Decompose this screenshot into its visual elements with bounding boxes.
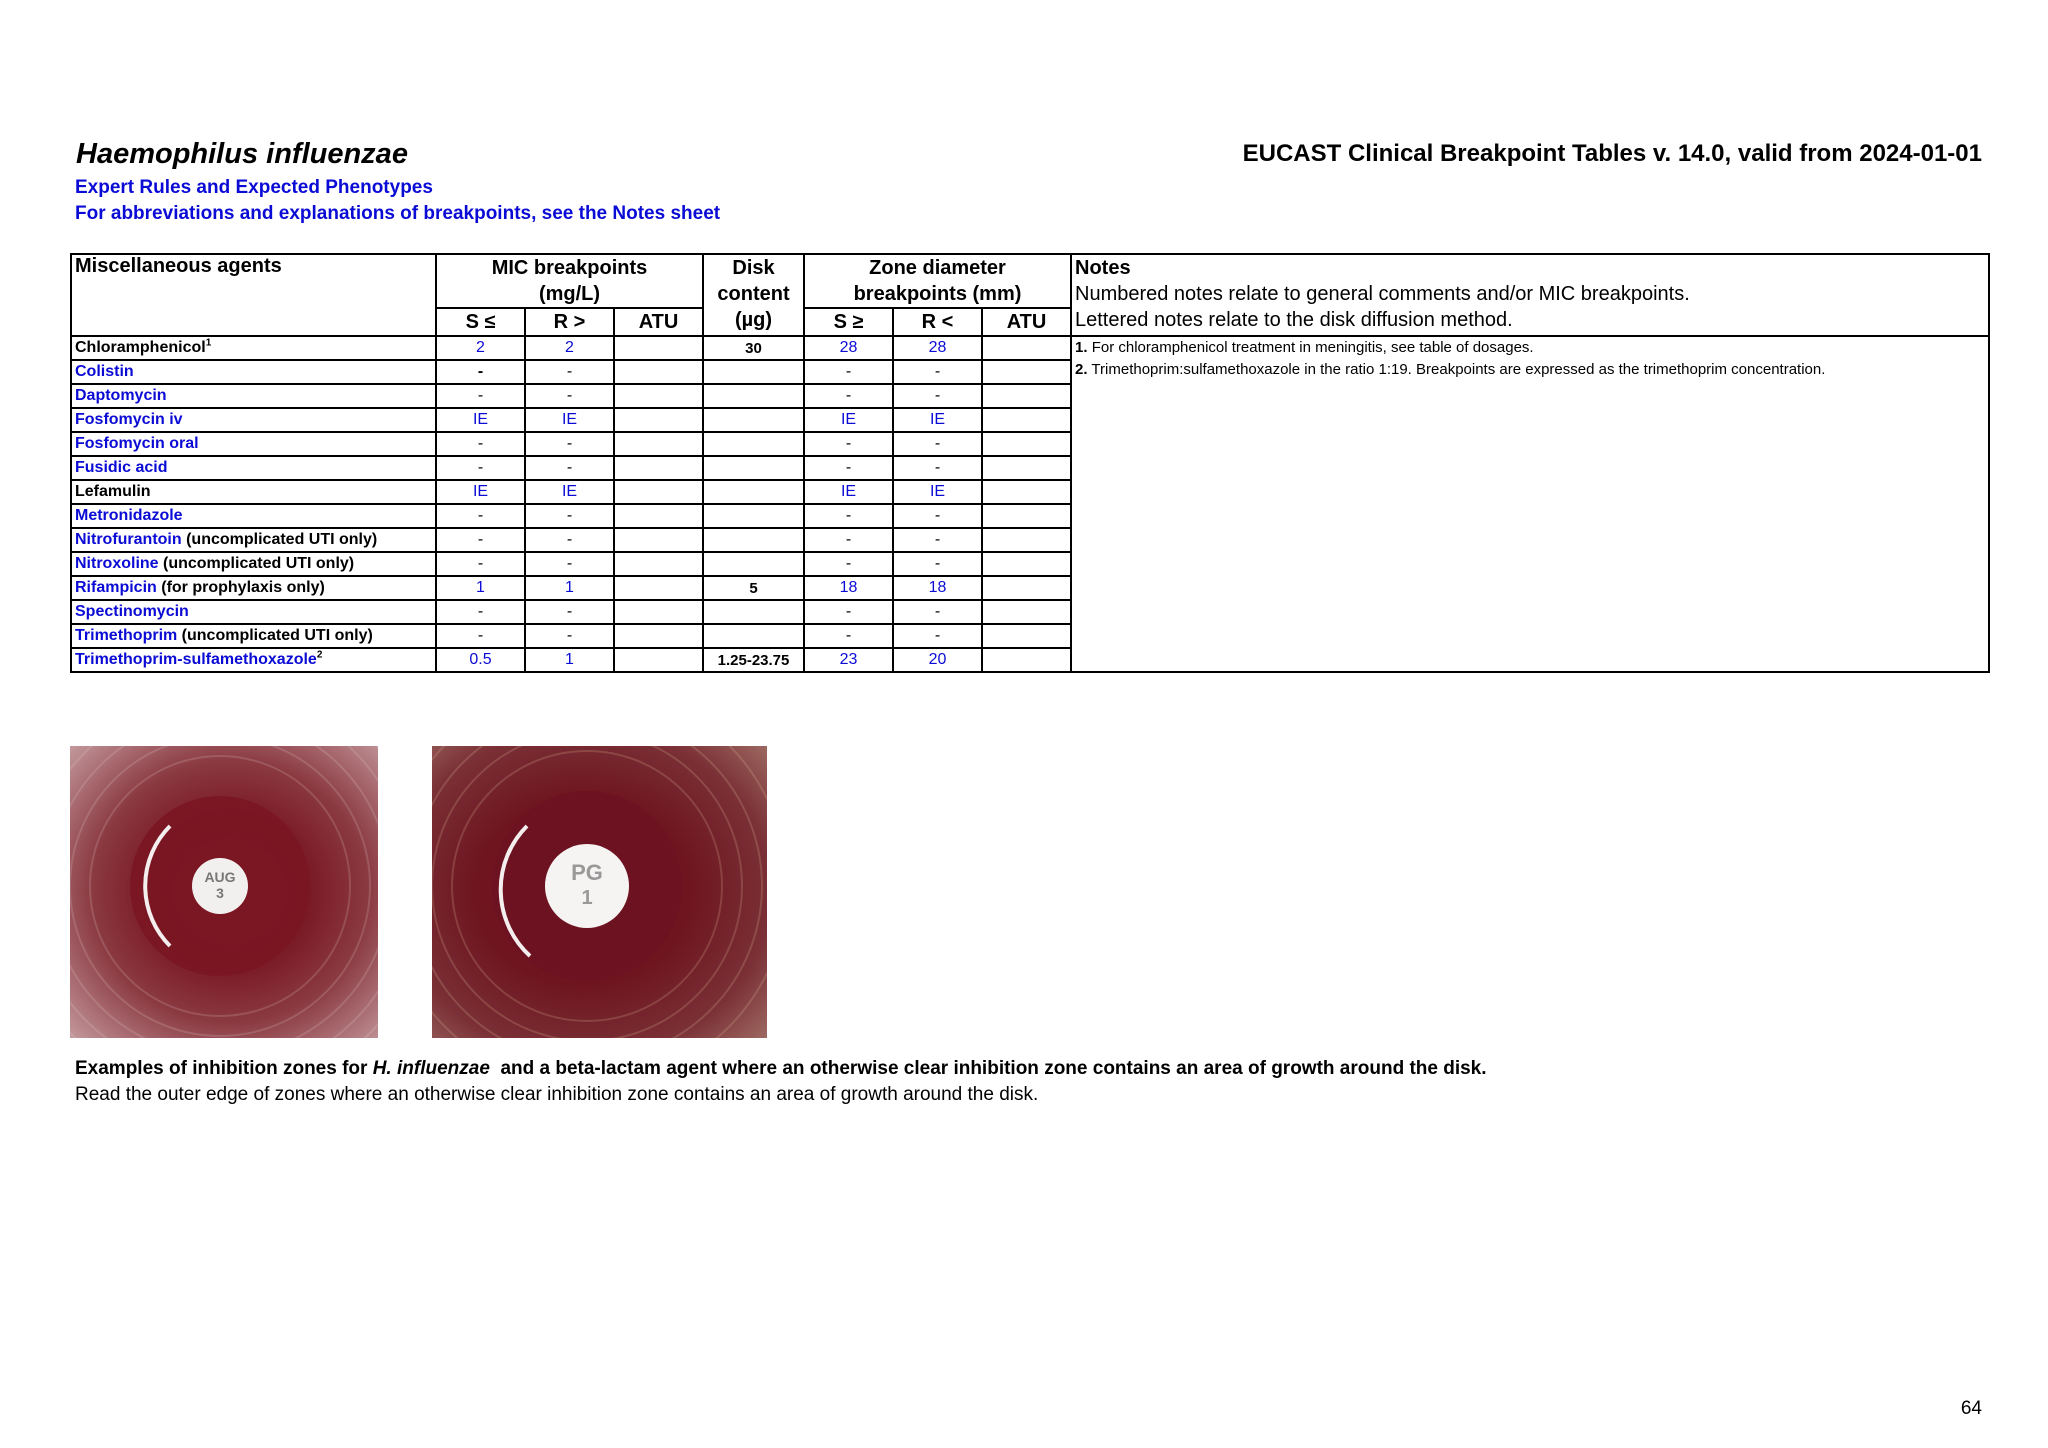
- notes-sheet-link[interactable]: For abbreviations and explanations of breakpoints, see the Notes sheet: [75, 203, 721, 224]
- header-disk: [703, 254, 804, 336]
- subheader-zone-s: S ≥: [804, 308, 893, 336]
- mic-r-cell: -: [525, 360, 614, 384]
- agent-qualifier: (uncomplicated UTI only): [177, 627, 373, 644]
- header-mic-line2: (mg/L): [538, 283, 601, 305]
- caption-pre: Examples of inhibition zones for: [75, 1058, 373, 1079]
- agent-cell: [71, 480, 436, 504]
- mic-r-cell: -: [525, 456, 614, 480]
- agent-cell: [71, 552, 436, 576]
- mic-atu-cell: [614, 528, 703, 552]
- zone-r-cell: 20: [893, 648, 982, 672]
- zone-atu-cell: [982, 504, 1071, 528]
- agent-name: Chloramphenicol: [75, 339, 206, 356]
- zone-s-cell: -: [804, 552, 893, 576]
- caption-instruction: Read the outer edge of zones where an otherwise clear inhibition zone contains an area of growth around the disk.: [75, 1084, 1039, 1105]
- disk-content-cell: [703, 624, 804, 648]
- zone-r-cell: 18: [893, 576, 982, 600]
- header-mic-line1: MIC breakpoints: [491, 257, 648, 279]
- agent-name[interactable]: Fusidic acid: [75, 459, 168, 476]
- disk-content-cell: 1.25-23.75: [703, 648, 804, 672]
- page-title: Haemophilus influenzae: [76, 138, 408, 170]
- zone-atu-cell: [982, 648, 1071, 672]
- mic-s-cell: -: [436, 528, 525, 552]
- disk-content-cell: [703, 552, 804, 576]
- zone-atu-cell: [982, 432, 1071, 456]
- note-1-text: For chloramphenicol treatment in meningitis, see table of dosages.: [1091, 339, 1534, 356]
- mic-r-cell: 1: [525, 648, 614, 672]
- caption-organism: H. influenzae: [372, 1058, 490, 1079]
- zone-s-cell: 23: [804, 648, 893, 672]
- disk-content-cell: [703, 432, 804, 456]
- agent-name[interactable]: Rifampicin: [75, 579, 157, 596]
- agent-cell: [71, 360, 436, 384]
- mic-atu-cell: [614, 360, 703, 384]
- zone-r-cell: -: [893, 528, 982, 552]
- agent-qualifier: (for prophylaxis only): [156, 579, 325, 596]
- zone-s-cell: -: [804, 384, 893, 408]
- agent-cell: [71, 504, 436, 528]
- note-1: [1075, 337, 1985, 359]
- mic-r-cell: IE: [525, 480, 614, 504]
- subheader-zone-r: R <: [893, 308, 982, 336]
- disk-content-cell: 30: [703, 336, 804, 360]
- mic-s-cell: -: [436, 384, 525, 408]
- mic-atu-cell: [614, 336, 703, 360]
- mic-r-cell: -: [525, 528, 614, 552]
- mic-s-cell: IE: [436, 480, 525, 504]
- zone-atu-cell: [982, 552, 1071, 576]
- inhibition-zone-photo-pg: [432, 746, 767, 1038]
- zone-atu-cell: [982, 360, 1071, 384]
- agent-qualifier: (uncomplicated UTI only): [158, 555, 355, 572]
- agent-cell: [71, 624, 436, 648]
- disk-content-cell: [703, 360, 804, 384]
- mic-s-cell: -: [436, 600, 525, 624]
- agent-cell: [71, 648, 436, 672]
- notes-title: Notes: [1075, 257, 1131, 279]
- mic-atu-cell: [614, 648, 703, 672]
- zone-atu-cell: [982, 336, 1071, 360]
- zone-r-cell: -: [893, 600, 982, 624]
- mic-s-cell: -: [436, 360, 525, 384]
- agent-name[interactable]: Daptomycin: [75, 387, 167, 404]
- disk-content-cell: [703, 408, 804, 432]
- zone-atu-cell: [982, 384, 1071, 408]
- breakpoint-table: [70, 253, 1990, 673]
- agent-name: Lefamulin: [75, 483, 151, 500]
- agent-name[interactable]: Fosfomycin oral: [75, 435, 199, 452]
- header-agents: Miscellaneous agents: [71, 254, 436, 336]
- mic-r-cell: IE: [525, 408, 614, 432]
- mic-r-cell: -: [525, 384, 614, 408]
- zone-r-cell: 28: [893, 336, 982, 360]
- notes-line-lettered: Lettered notes relate to the disk diffusion method.: [1075, 309, 1513, 331]
- disk-content-cell: [703, 600, 804, 624]
- mic-r-cell: -: [525, 432, 614, 456]
- mic-atu-cell: [614, 408, 703, 432]
- agent-cell: [71, 600, 436, 624]
- table-row: [71, 336, 1989, 360]
- mic-r-cell: 2: [525, 336, 614, 360]
- mic-r-cell: -: [525, 504, 614, 528]
- mic-s-cell: -: [436, 456, 525, 480]
- mic-atu-cell: [614, 600, 703, 624]
- zone-s-cell: IE: [804, 480, 893, 504]
- zone-r-cell: -: [893, 432, 982, 456]
- agent-name[interactable]: Nitrofurantoin: [75, 531, 182, 548]
- mic-s-cell: -: [436, 504, 525, 528]
- header-mic: [436, 254, 703, 308]
- agent-qualifier: (uncomplicated UTI only): [181, 531, 378, 548]
- header-disk-line3: (µg): [734, 309, 773, 331]
- zone-s-cell: 28: [804, 336, 893, 360]
- note-2: [1075, 359, 1985, 381]
- zone-r-cell: -: [893, 456, 982, 480]
- mic-r-cell: -: [525, 624, 614, 648]
- page-number: 64: [1960, 1398, 1982, 1419]
- mic-s-cell: 1: [436, 576, 525, 600]
- zone-s-cell: -: [804, 528, 893, 552]
- zone-atu-cell: [982, 528, 1071, 552]
- mic-atu-cell: [614, 624, 703, 648]
- zone-r-cell: -: [893, 504, 982, 528]
- disk-content-cell: [703, 384, 804, 408]
- agent-cell: [71, 432, 436, 456]
- disk-content-cell: [703, 504, 804, 528]
- agent-note-ref: 1: [205, 337, 212, 349]
- agent-cell: [71, 384, 436, 408]
- zone-s-cell: -: [804, 600, 893, 624]
- mic-atu-cell: [614, 432, 703, 456]
- zone-s-cell: -: [804, 432, 893, 456]
- zone-atu-cell: [982, 456, 1071, 480]
- zone-r-cell: -: [893, 552, 982, 576]
- caption-title: [75, 1058, 1487, 1080]
- mic-atu-cell: [614, 552, 703, 576]
- expert-rules-link[interactable]: Expert Rules and Expected Phenotypes: [75, 177, 433, 198]
- mic-s-cell: -: [436, 624, 525, 648]
- notes-line-numbered: Numbered notes relate to general comments and/or MIC breakpoints.: [1075, 283, 1690, 305]
- mic-atu-cell: [614, 456, 703, 480]
- mic-r-cell: 1: [525, 576, 614, 600]
- zone-r-cell: IE: [893, 480, 982, 504]
- subheader-mic-r: R >: [525, 308, 614, 336]
- notes-body: [1071, 336, 1989, 672]
- mic-atu-cell: [614, 576, 703, 600]
- disk-content-cell: 5: [703, 576, 804, 600]
- zone-atu-cell: [982, 480, 1071, 504]
- zone-s-cell: 18: [804, 576, 893, 600]
- header-zone-line1: Zone diameter: [869, 257, 1006, 279]
- header-zone-line2: breakpoints (mm): [853, 283, 1022, 305]
- mic-atu-cell: [614, 504, 703, 528]
- agent-name[interactable]: Nitroxoline: [75, 555, 159, 572]
- mic-s-cell: -: [436, 432, 525, 456]
- mic-r-cell: -: [525, 600, 614, 624]
- agent-name[interactable]: Spectinomycin: [75, 603, 189, 620]
- agent-name[interactable]: Metronidazole: [75, 507, 183, 524]
- agent-cell: [71, 336, 436, 360]
- disk-content-cell: [703, 456, 804, 480]
- document-version: EUCAST Clinical Breakpoint Tables v. 14.0, valid from 2024-01-01: [1242, 140, 1982, 167]
- subheader-zone-atu: ATU: [982, 308, 1071, 336]
- header-zone: [804, 254, 1071, 308]
- disk-label-pg-number: 1: [581, 887, 593, 909]
- zone-r-cell: IE: [893, 408, 982, 432]
- agent-name[interactable]: Trimethoprim-sulfamethoxazole: [75, 651, 317, 668]
- zone-atu-cell: [982, 576, 1071, 600]
- mic-s-cell: IE: [436, 408, 525, 432]
- agent-cell: [71, 408, 436, 432]
- header-disk-line1: Disk: [732, 257, 775, 279]
- note-1-number: 1.: [1075, 339, 1088, 356]
- zone-atu-cell: [982, 624, 1071, 648]
- inhibition-zone-photo-aug: [70, 746, 378, 1038]
- mic-atu-cell: [614, 384, 703, 408]
- mic-s-cell: 2: [436, 336, 525, 360]
- caption-post: and a beta-lactam agent where an otherwise clear inhibition zone contains an area of growth around the disk.: [489, 1058, 1487, 1079]
- subheader-mic-atu: ATU: [614, 308, 703, 336]
- zone-r-cell: -: [893, 360, 982, 384]
- zone-s-cell: -: [804, 504, 893, 528]
- agent-cell: [71, 528, 436, 552]
- disk-label-pg: PG: [571, 860, 603, 885]
- zone-atu-cell: [982, 408, 1071, 432]
- note-2-text: Trimethoprim:sulfamethoxazole in the ratio 1:19. Breakpoints are expressed as the trimethoprim concentration.: [1091, 361, 1826, 378]
- disk-label-aug: AUG: [204, 869, 236, 885]
- agent-note-ref: 2: [316, 649, 323, 661]
- header-disk-line2: content: [717, 283, 790, 305]
- mic-atu-cell: [614, 480, 703, 504]
- zone-r-cell: -: [893, 384, 982, 408]
- zone-atu-cell: [982, 600, 1071, 624]
- zone-s-cell: -: [804, 624, 893, 648]
- mic-r-cell: -: [525, 552, 614, 576]
- agent-name[interactable]: Fosfomycin iv: [75, 411, 183, 428]
- mic-s-cell: 0.5: [436, 648, 525, 672]
- zone-r-cell: -: [893, 624, 982, 648]
- agent-cell: [71, 576, 436, 600]
- mic-s-cell: -: [436, 552, 525, 576]
- notes-header: [1071, 254, 1989, 336]
- zone-s-cell: IE: [804, 408, 893, 432]
- agent-name[interactable]: Trimethoprim: [75, 627, 178, 644]
- disk-content-cell: [703, 480, 804, 504]
- agent-cell: [71, 456, 436, 480]
- subheader-mic-s: S ≤: [436, 308, 525, 336]
- note-2-number: 2.: [1075, 361, 1088, 378]
- zone-s-cell: -: [804, 360, 893, 384]
- agent-name[interactable]: Colistin: [75, 363, 134, 380]
- disk-label-aug-number: 3: [216, 885, 224, 901]
- zone-s-cell: -: [804, 456, 893, 480]
- disk-content-cell: [703, 528, 804, 552]
